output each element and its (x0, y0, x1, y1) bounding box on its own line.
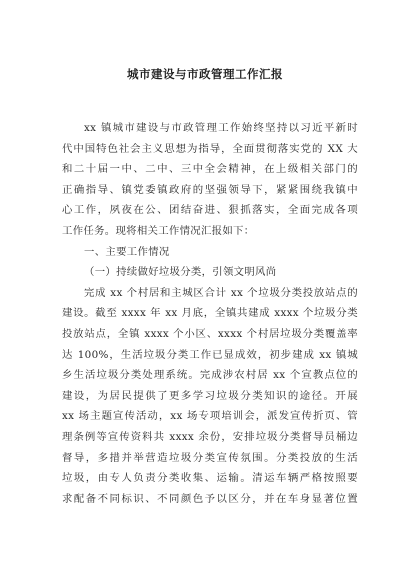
body-text-line: 乡生活垃圾分类处理系统。完成涉农村居 xx 个宣教点位的 (62, 369, 358, 382)
document-body (62, 118, 358, 509)
body-text-line: 投放站点，全镇 xxxx 个小区、xxxx 个村居垃圾分类覆盖率 (62, 327, 358, 340)
body-text-line: 垃圾，由专人负责分类收集、运输。清运车辆严格按照要 (62, 472, 358, 485)
body-text-line: 建设，为居民提供了更多学习垃圾分类知识的途径。开展 (62, 389, 358, 402)
body-text-line: 和二十届一中、二中、三中全会精神，在上级相关部门的 (62, 163, 358, 176)
body-text-line: 达 100%，生活垃圾分类工作已显成效，初步建成 xx 镇城 (62, 348, 358, 361)
body-text-line: 一、主要工作情况 (84, 245, 170, 258)
body-text-line: xx 场主题宣传活动，xx 场专项培训会，派发宣传折页、管 (62, 410, 358, 423)
body-text-line: 督导，多措并举营造垃圾分类宣传氛围。分类投放的生活 (62, 451, 358, 464)
body-text-line: 求配备不同标识、不同颜色予以区分，并在车身显著位置 (62, 492, 358, 505)
body-text-line: 工作任务。现将相关工作情况汇报如下： (62, 224, 255, 237)
body-text-line: 代中国特色社会主义思想为指导，全面贯彻落实党的 XX 大 (62, 142, 358, 155)
body-text-line: （一）持续做好垃圾分类，引领文明风尚 (84, 266, 277, 279)
body-text-line: 完成 xx 个村居和主城区合计 xx 个垃圾分类投放站点的 (84, 286, 358, 299)
body-text-line: 正确指导、镇党委镇政府的坚强领导下，紧紧围绕我镇中 (62, 183, 358, 196)
body-text-line: 理条例等宣传资料共 xxxx 余份，安排垃圾分类督导员桶边 (62, 430, 358, 443)
body-text-line: xx 镇城市建设与市政管理工作始终坚持以习近平新时 (84, 122, 358, 134)
document-title: 城市建设与市政管理工作汇报 (127, 67, 283, 81)
body-text-line: 建设。截至 xxxx 年 xx 月底，全镇共建成 xxxx 个垃圾分类 (62, 307, 358, 320)
body-text-line: 心工作，夙夜在公、团结奋进、狠抓落实，全面完成各项 (62, 204, 358, 217)
